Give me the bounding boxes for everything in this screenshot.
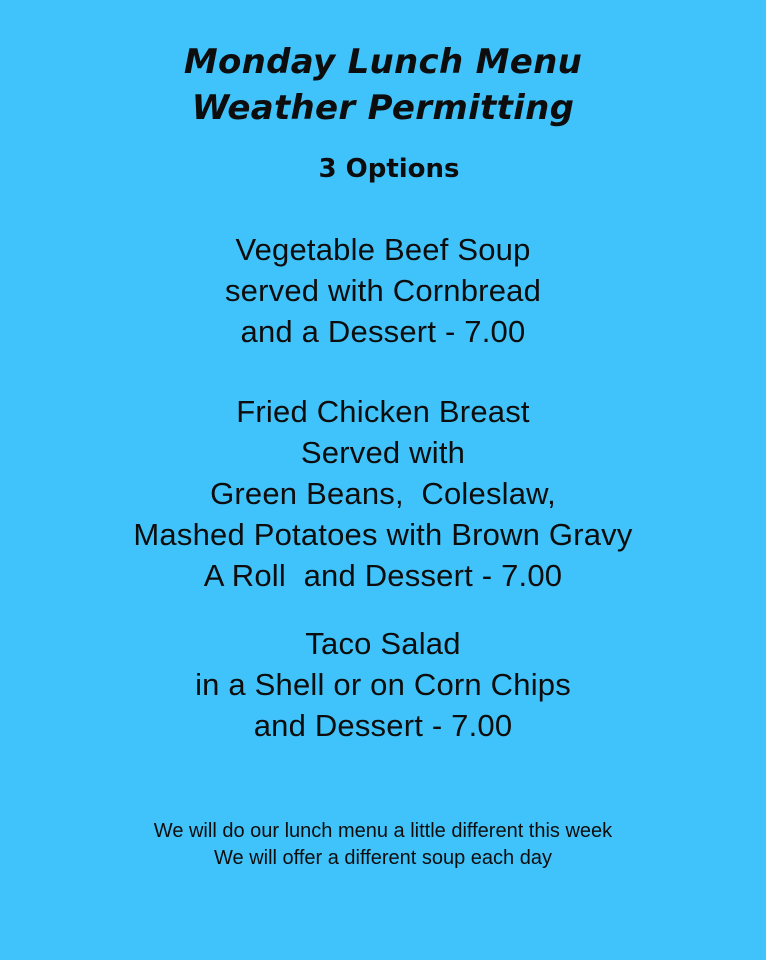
option-line: Taco Salad [305, 626, 461, 661]
option-line: Served with [300, 435, 466, 470]
option-line: served with Cornbread [224, 273, 542, 308]
option-line: Green Beans, Coleslaw, [210, 476, 556, 511]
footer-line-2: We will offer a different soup each day [214, 847, 552, 869]
menu-option-soup [0, 229, 766, 352]
menu-title: Monday Lunch Menu [183, 42, 583, 82]
option-line: Mashed Potatoes with Brown Gravy [133, 517, 633, 552]
option-line: Vegetable Beef Soup [235, 232, 531, 267]
footer-line-1: We will do our lunch menu a little different this week [153, 820, 613, 842]
options-count-heading: 3 Options [318, 154, 460, 184]
option-line: and a Dessert - 7.00 [240, 314, 526, 349]
menu-option-taco-salad [0, 623, 766, 746]
option-line: in a Shell or on Corn Chips [195, 667, 571, 702]
menu-subtitle: Weather Permitting [191, 88, 575, 128]
option-line: and Dessert - 7.00 [253, 708, 513, 743]
menu-option-fried-chicken [0, 391, 766, 596]
footer-note [0, 818, 766, 872]
option-line: Fried Chicken Breast [236, 394, 530, 429]
option-line: A Roll and Dessert - 7.00 [203, 558, 563, 593]
